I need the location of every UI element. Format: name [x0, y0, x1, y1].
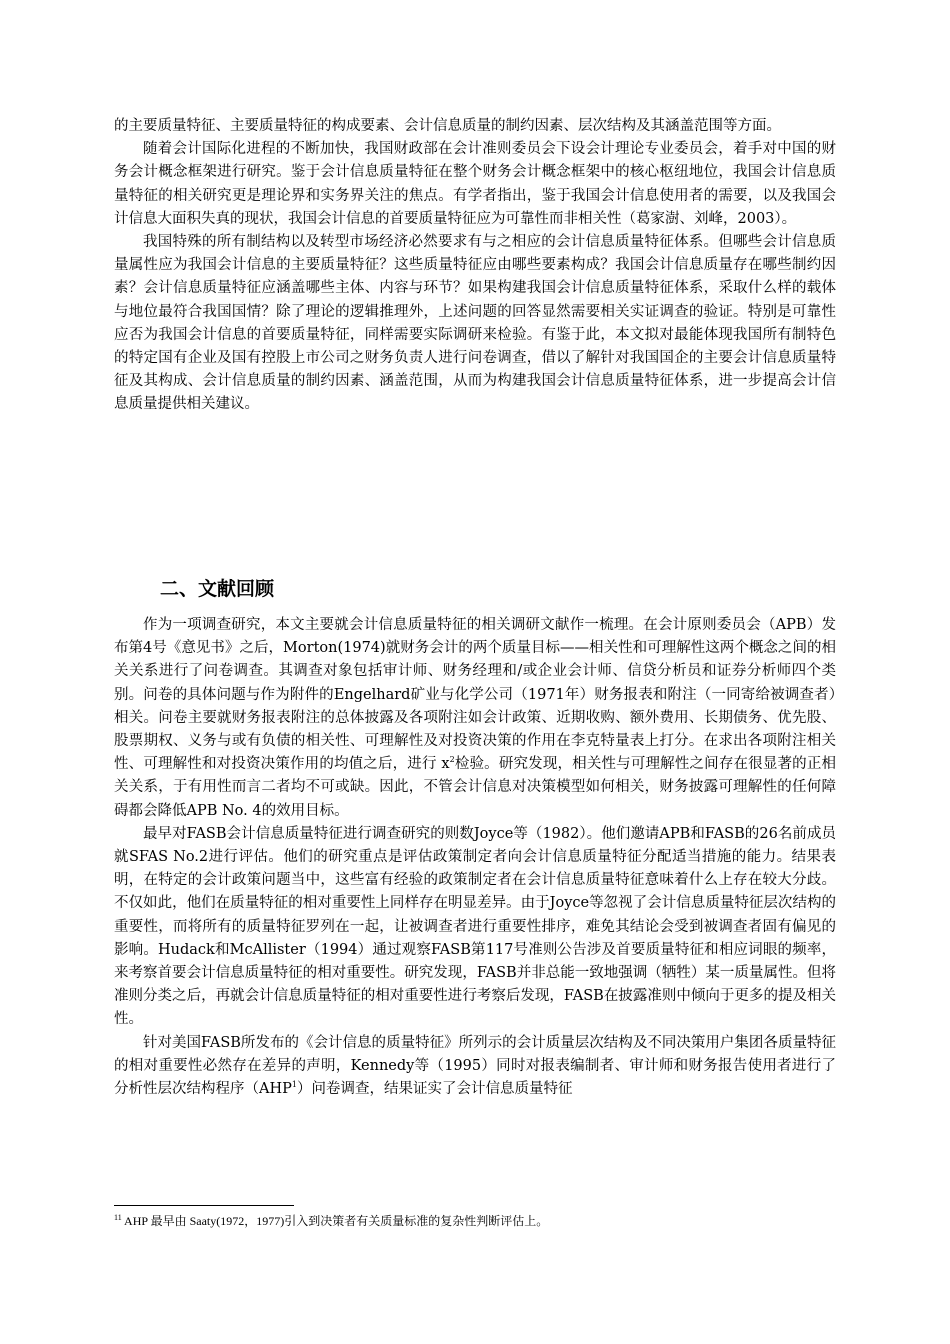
paragraph: 最早对FASB会计信息质量特征进行调查研究的则数Joyce等（1982）。他们邀请APB和FASB的26名前成员就SFAS No.2进行评估。他们的研究重点是评估政策制定者向会计信息质量特征分配适当措施的能力。结果表明，在特定的会计政策问题当中，这些富有经验的政策制定者在会计信息质量特征意味着什么上存在较大分歧。不仅如此，他们在质量特征的相对重要性上同样存在明显差异。由于Joyce等忽视了会计信息质量特征层次结构的重要性，而将所有的质量特征罗列在一起，让被调查者进行重要性排序，难免其结论会受到被调查者固有偏见的影响。Hudack和McAllister（1994）通过观察FASB第117号准则公告涉及首要质量特征和相应词眼的频率，来考察首要会计信息质量特征的相对重要性。研究发现，FASB并非总能一致地强调（牺牲）某一质量属性。但将准则分类之后，再就会计信息质量特征的相对重要性进行考察后发现，FASB在披露准则中倾向于更多的提及相关性。 — [114, 825, 836, 1028]
footnote-divider — [114, 1205, 294, 1206]
footnote-text: AHP 最早由 Saaty(1972，1977)引入到决策者有关质量标准的复杂性判断评估上。 — [121, 1214, 549, 1228]
section-heading: 二、文献回顾 — [160, 578, 275, 600]
paragraph-text: 检验。研究发现，相关性与可理解性之间存在很显著的正相关关系，于有用性而言二者均不可或缺。因此，不管会计信息对决策模型如何相关，财务披露可理解性的任何障碍都会降低APB No. 4的效用目标。 — [114, 756, 836, 819]
literature-review-body — [114, 614, 836, 1101]
paragraph — [114, 1032, 836, 1102]
paragraph-text: 针对美国FASB所发布的《会计信息的质量特征》所列示的会计质量层次结构及不同决策用户集团各质量特征的相对重要性必然存在差异的声明，Kennedy等（1995）同时对报表编制者、审计师和财务报告使用者进行了分析性层次结构程序（AHP — [114, 1034, 836, 1098]
paragraph: 随着会计国际化进程的不断加快，我国财政部在会计准则委员会下设会计理论专业委员会，着手对中国的财务会计概念框架进行研究。鉴于会计信息质量特征在整个财务会计概念框架中的核心枢纽地位，我国会计信息质量特征的相关研究更是理论界和实务界关注的焦点。有学者指出，鉴于我国会计信息使用者的需要，以及我国会计信息大面积失真的现状，我国会计信息的首要质量特征应为可靠性而非相关性（葛家澍、刘峰，2003）。 — [114, 141, 836, 227]
footnote-marker: 11 — [114, 1213, 122, 1222]
intro-body — [114, 115, 836, 417]
paragraph-text: 作为一项调查研究，本文主要就会计信息质量特征的相关调研文献作一梳理。在会计原则委员会（APB）发布第4号《意见书》之后，Morton(1974)就财务会计的两个质量目标——相关性和可理解性这两个概念之间的相关关系进行了问卷调查。其调查对象包括审计师、财务经理和/或企业会计师、信贷分析员和证券分析师四个类别。问卷的具体问题与作为附件的Engelhard矿业与化学公司（1971年）财务报表和附注（一同寄给被调查者）相关。问卷主要就财务报表附注的总体披露及各项附注如会计政策、近期收购、额外费用、长期债务、优先股、股票期权、义务与或有负债的相关性、可理解性及对投资决策的作用在李克特量表上打分。在求出各项附注相关性、可理解性和对投资决策作用的均值之后，进行 x — [114, 617, 836, 773]
superscript: 2 — [449, 755, 455, 765]
paragraph: 的主要质量特征、主要质量特征的构成要素、会计信息质量的制约因素、层次结构及其涵盖范围等方面。 — [114, 118, 781, 134]
footnote — [114, 1212, 836, 1230]
paragraph: 我国特殊的所有制结构以及转型市场经济必然要求有与之相应的会计信息质量特征体系。但哪些会计信息质量属性应为我国会计信息的主要质量特征？这些质量特征应由哪些要素构成？我国会计信息质量存在哪些制约因素？会计信息质量特征应涵盖哪些主体、内容与环节？如果构建我国会计信息质量特征体系，采取什么样的载体与地位最符合我国国情？除了理论的逻辑推理外，上述问题的回答显然需要相关实证调查的验证。特别是可靠性应否为我国会计信息的首要质量特征，同样需要实际调研来检验。有鉴于此，本文拟对最能体现我国所有制特色的特定国有企业及国有控股上市公司之财务负责人进行问卷调查，借以了解针对我国国企的主要会计信息质量特征及其构成、会计信息质量的制约因素、涵盖范围，从而为构建我国会计信息质量特征体系，进一步提高会计信息质量提供相关建议。 — [114, 234, 836, 413]
footnote-reference: 1 — [291, 1080, 297, 1090]
paragraph-text: ）问卷调查，结果证实了会计信息质量特征 — [296, 1081, 573, 1098]
paragraph — [114, 614, 836, 823]
